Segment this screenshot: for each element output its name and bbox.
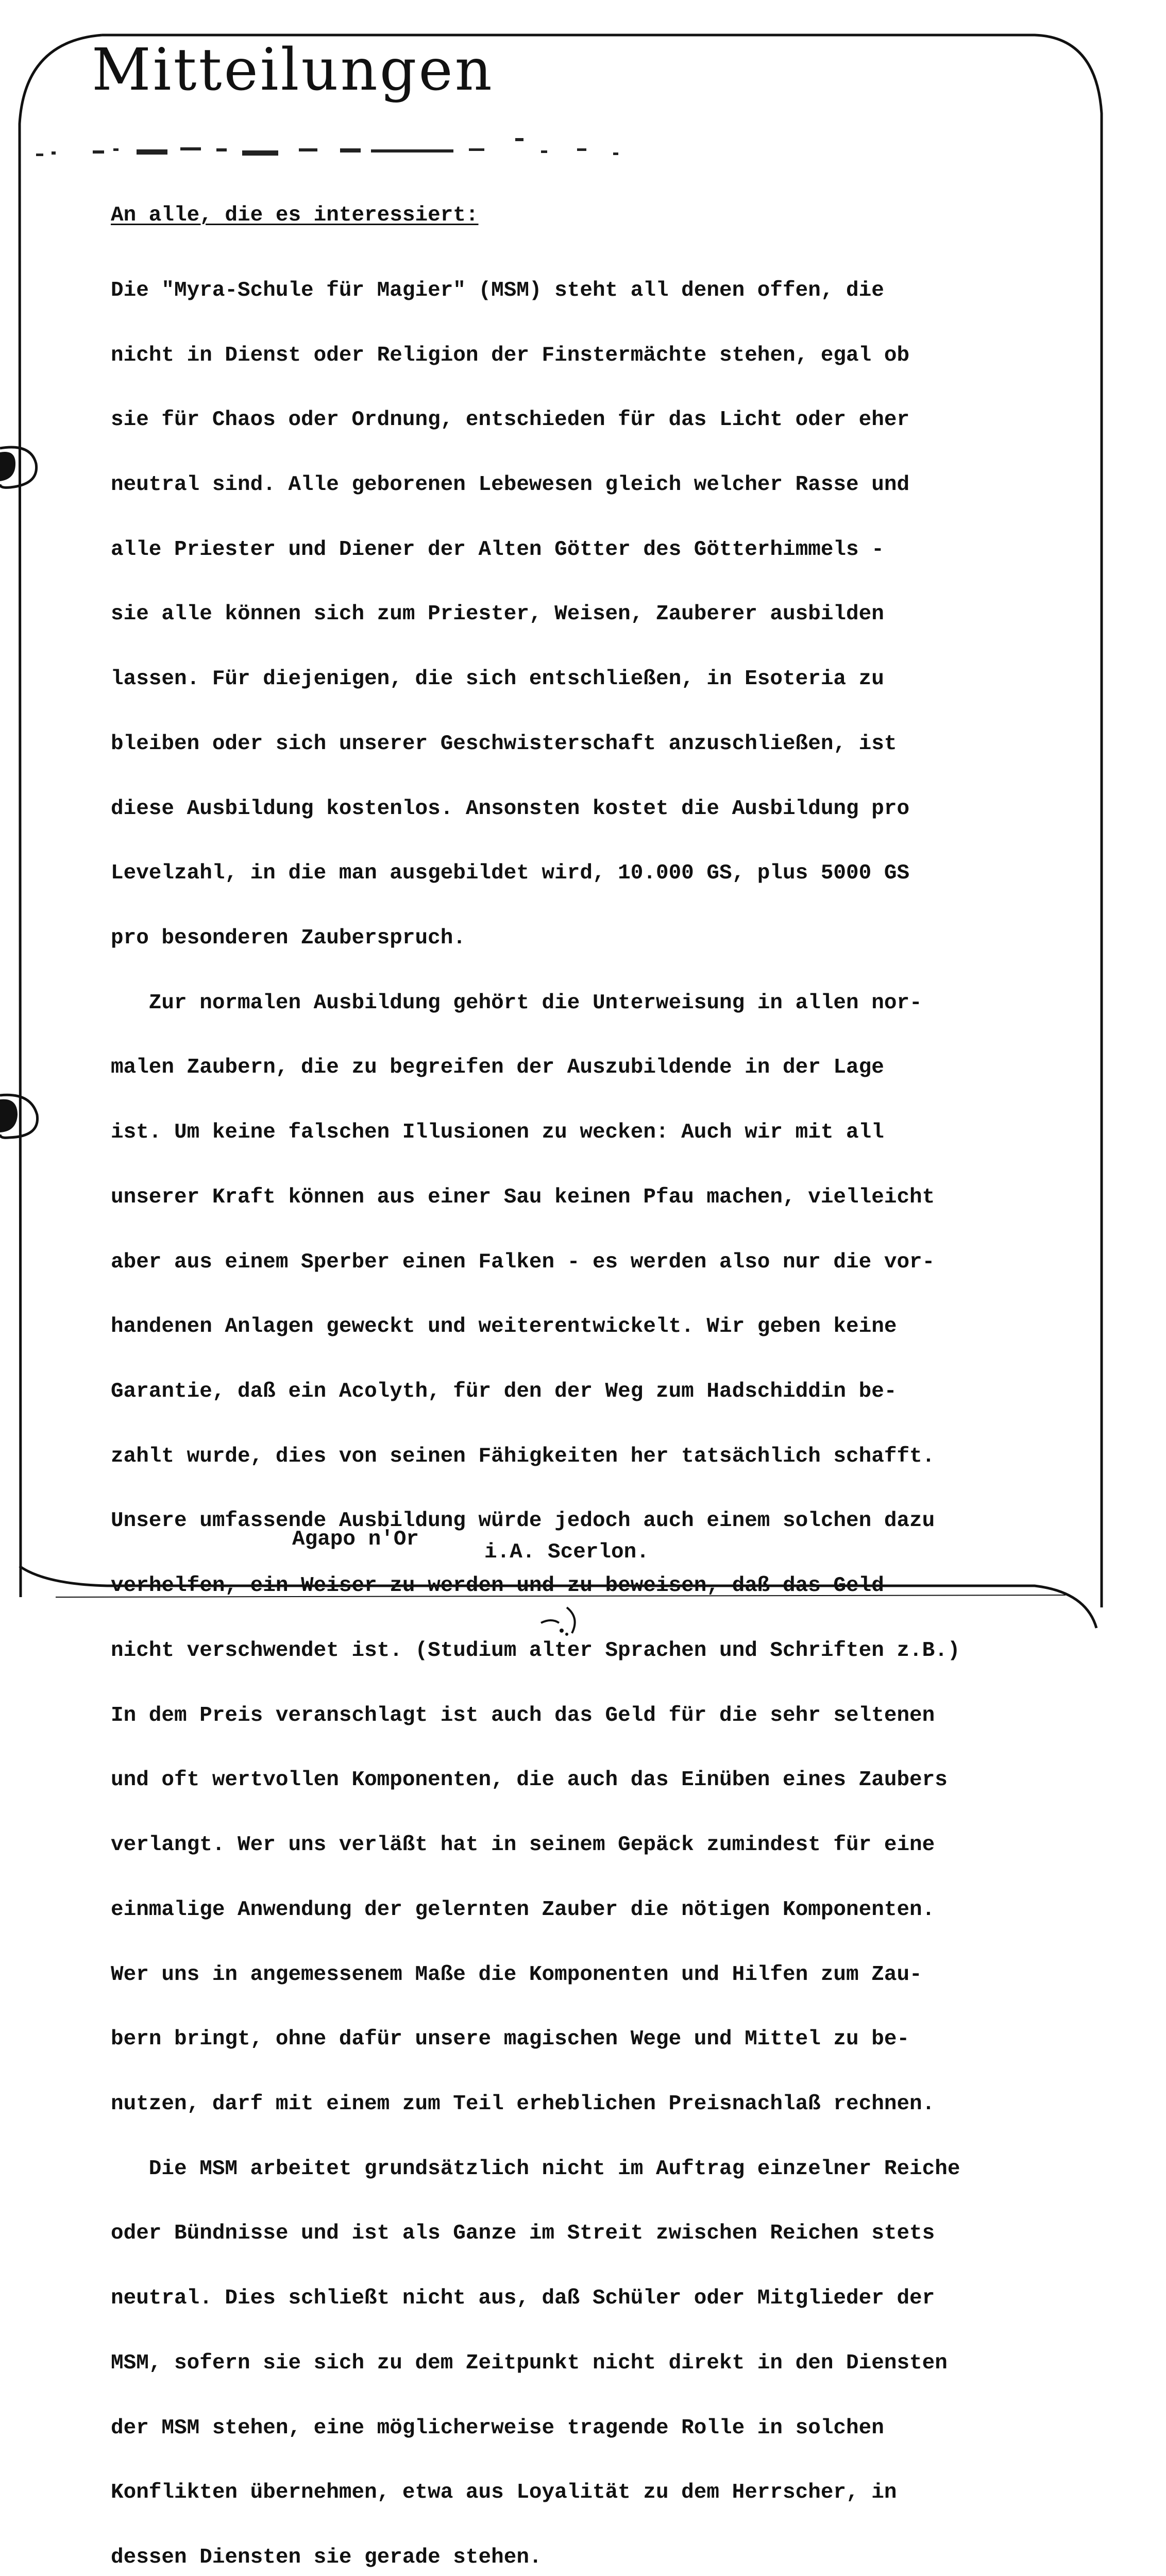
body-line: Unsere umfassende Ausbildung würde jedoch auch einem solchen dazu xyxy=(111,1509,935,1533)
body-line: zahlt wurde, dies von seinen Fähigkeiten her tatsächlich schafft. xyxy=(111,1444,935,1468)
page-title: Mitteilungen xyxy=(92,37,494,104)
body-line: Die MSM arbeitet grundsätzlich nicht im Auftrag einzelner Reiche xyxy=(111,2157,960,2181)
body-line: pro besonderen Zauberspruch. xyxy=(111,926,466,950)
body-line: der MSM stehen, eine möglicherweise tragende Rolle in solchen xyxy=(111,2416,884,2440)
scan-noise xyxy=(31,133,649,169)
body-line: und oft wertvollen Komponenten, die auch das Einüben eines Zaubers xyxy=(111,1768,948,1792)
page-mark-icon xyxy=(536,1602,593,1638)
body-line: nicht in Dienst oder Religion der Finstermächte stehen, egal ob xyxy=(111,343,910,367)
body-line: neutral. Dies schließt nicht aus, daß Schüler oder Mitglieder der xyxy=(111,2286,935,2311)
body-line: MSM, sofern sie sich zu dem Zeitpunkt nicht direkt in den Diensten xyxy=(111,2351,948,2375)
body-line: alle Priester und Diener der Alten Götter des Götterhimmels - xyxy=(111,537,884,562)
body-line: Garantie, daß ein Acolyth, für den der Weg zum Hadschiddin be- xyxy=(111,1380,897,1404)
body-line: diese Ausbildung kostenlos. Ansonsten kostet die Ausbildung pro xyxy=(111,796,910,821)
body-line: aber aus einem Sperber einen Falken - es werden also nur die vor- xyxy=(111,1250,935,1274)
body-line: ist. Um keine falschen Illusionen zu wecken: Auch wir mit all xyxy=(111,1121,884,1145)
body-line: Wer uns in angemessenem Maße die Komponenten und Hilfen zum Zau- xyxy=(111,1962,922,1987)
signed-by: i.A. Scerlon. xyxy=(484,1540,649,1564)
body-line: Levelzahl, in die man ausgebildet wird, 10.000 GS, plus 5000 GS xyxy=(111,861,910,886)
letter-body xyxy=(111,237,1136,2576)
body-line: bleiben oder sich unserer Geschwisterschaft anzuschließen, ist xyxy=(111,732,897,756)
body-line: einmalige Anwendung der gelernten Zauber die nötigen Komponenten. xyxy=(111,1897,935,1922)
body-line: Konflikten übernehmen, etwa aus Loyalität zu dem Herrscher, in xyxy=(111,2481,897,2505)
punch-hole-icon xyxy=(0,443,40,490)
body-line: verlangt. Wer uns verläßt hat in seinem Gepäck zumindest für eine xyxy=(111,1833,935,1857)
body-line: Zur normalen Ausbildung gehört die Unterweisung in allen nor- xyxy=(111,991,922,1015)
letter-heading: An alle, die es interessiert: xyxy=(111,204,479,227)
body-line: dessen Diensten sie gerade stehen. xyxy=(111,2545,542,2569)
body-line: sie für Chaos oder Ordnung, entschieden für das Licht oder eher xyxy=(111,408,910,432)
body-line: nicht verschwendet ist. (Studium alter Sprachen und Schriften z.B.) xyxy=(111,1638,960,1663)
body-line: nutzen, darf mit einem zum Teil erheblichen Preisnachlaß rechnen. xyxy=(111,2092,935,2116)
body-line: sie alle können sich zum Priester, Weisen, Zauberer ausbilden xyxy=(111,602,884,626)
body-line: malen Zaubern, die zu begreifen der Auszubildende in der Lage xyxy=(111,1056,884,1080)
body-line: neutral sind. Alle geborenen Lebewesen gleich welcher Rasse und xyxy=(111,472,910,497)
signature-name: Agapo n'Or xyxy=(292,1528,419,1551)
body-line: lassen. Für diejenigen, die sich entschließen, in Esoteria zu xyxy=(111,667,884,691)
punch-hole-icon xyxy=(0,1092,40,1140)
body-line: unserer Kraft können aus einer Sau keinen Pfau machen, vielleicht xyxy=(111,1185,935,1209)
body-line: oder Bündnisse und ist als Ganze im Streit zwischen Reichen stets xyxy=(111,2222,935,2246)
body-line: In dem Preis veranschlagt ist auch das Geld für die sehr seltenen xyxy=(111,1703,935,1727)
body-line: verhelfen, ein Weiser zu werden und zu beweisen, daß das Geld xyxy=(111,1574,884,1598)
body-line: bern bringt, ohne dafür unsere magischen Wege und Mittel zu be- xyxy=(111,2027,910,2052)
body-line: Die "Myra-Schule für Magier" (MSM) steht all denen offen, die xyxy=(111,278,884,302)
body-line: handenen Anlagen geweckt und weiterentwickelt. Wir geben keine xyxy=(111,1315,897,1339)
